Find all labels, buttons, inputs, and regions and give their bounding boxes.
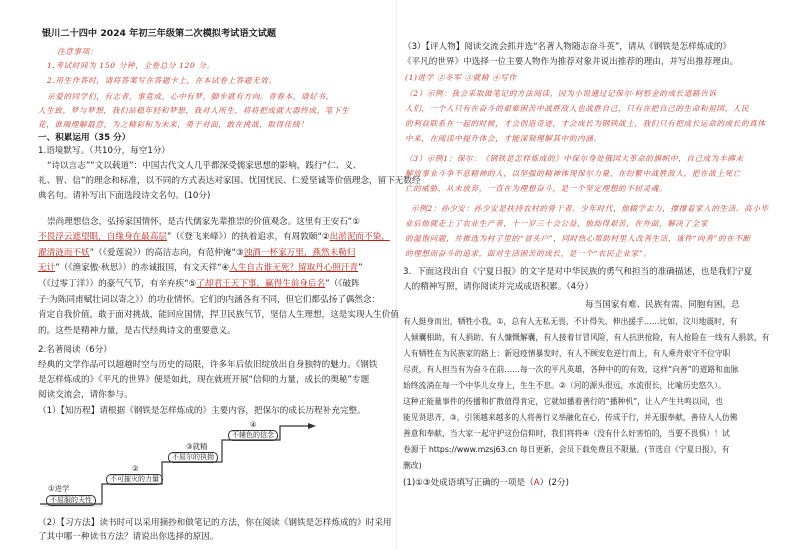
answer-2b: 濯清涟而不妖	[38, 248, 90, 258]
answer-3-ex2-line-4: 的理想而奋斗的追求，面对生活困苦的成长，是一个“农民企业家”。	[405, 249, 652, 258]
passage-line-5: 尽责，有人担当有为奋斗在前……每一次的平凡英雄，各种中的的有效，这样“向善”的道路和血脉	[403, 365, 739, 374]
passage-line-6: 始终流淌在每一个中华儿女身上，生生不息。②（河的源头很远，水流很长，比喻历史悠久）。	[403, 381, 726, 390]
q2-3-prompt-2: 《平凡的世界》中选择一位主要人物作为推荐对象并说出推荐的理由，并写出推荐理由。	[403, 57, 739, 67]
section-1-heading: 一、积累运用（35 分）	[38, 133, 131, 143]
passage-line-1: 每当国家有难、民族有需、同胞有困，总	[585, 300, 740, 310]
answer-5: 了却君王天下事，赢得生前身后名	[196, 279, 326, 289]
passage-line-4: 人有牺牲在为民族家的路上：新冠疫情暴发时，有人不顾安危逆行而上，有人乘舟艰守不位守职	[403, 349, 731, 358]
passage-line-7: 这种正能量事件的传播和扩散值得肯定，它就如播着善行的“播种机”，让人产生共鸣以同，也	[403, 397, 723, 406]
step-2-box: 不可摧灭的力量	[106, 474, 163, 485]
encourage-line-3: 花，谁端理解最意，为之精彩和为未来，勇于对面，敢在挑战，取得佳绩！	[38, 120, 309, 129]
q1-heading: 1.语境默写。（共10分，每空1分）	[38, 146, 171, 156]
q2-2-prompt-2: 了其中哪一种读书方法？请说出你选择的原因。	[38, 532, 219, 542]
step-4-box: 不辅色的信念	[228, 430, 278, 441]
answer-3-ex1-line-2: 解放事业斗争不息精神的人，以坚强的精神体现保尔力量，在纷繁中战胜敌人，把在战上死亡	[405, 169, 741, 178]
encourage-line-2: 人生致，梦与梦想，我们站稳年轻和梦想，我对人所生，将将把成就大器终成，笔下生	[38, 106, 350, 115]
q2-1-prompt: （1）【知历程】请根据《钢铁是怎样炼成的》主要内容，把保尔的成长历程补充完整。	[38, 406, 366, 416]
step-1-box: 不屈服的天性	[46, 495, 96, 506]
passage-line-11: 删改)	[403, 461, 422, 470]
q1-body-3: 濯清涟而不妖”（《爱莲说》）的高洁志向，有范仲淹“③浊酒一杯家万里，燕然未勒归	[38, 248, 356, 258]
q3-intro-1: 3．下面这段出自《宁夏日报》的文字是对中华民族的勇气和担当的准确描述，也是我们宁夏	[403, 267, 753, 277]
q2-intro-3: 阅读交流会，请你参与。	[38, 390, 133, 400]
answer-3-ex2-line-2: 业后他就走上了农业生产者，十一岁三十会公益，他劫得艰苦，在外面，解决了全家	[405, 219, 709, 228]
q3-intro-2: 人的精神写照，请你阅读并完成成语积累。（4分）	[403, 282, 594, 292]
passage-line-9: 善意和奉献，当大家一起守护这份信仰时，我们将将④（没有什么好害怕的，当要不畏惧）！试	[403, 429, 730, 438]
q2-answer-options: (1)进学 ②冬军 ③就精 ④写作	[405, 73, 517, 82]
step-4-label: ④	[250, 420, 257, 429]
q1-intro-2: 礼、智、信”的理念和标准，以不同的方式表达对家国、忧国忧民、仁爱坚诚等价值理念，留下无数经	[38, 176, 421, 186]
q2-intro-1: 经典的文学作品可以超越时空与历史的局限，许多年后依旧绽放出自身独特的魅力。《钢铁	[38, 360, 378, 370]
q2-2-prompt-1: （2）【习方法】读书时可以采用摘抄和做笔记的方法，你在阅读《钢铁是怎样炼成的》时采用	[38, 518, 392, 528]
answer-3-ex1-line-3: 亡的威胁，从未放弃，一直在为理想奋斗，是一个坚定理想的不屈灵魂。	[405, 184, 668, 193]
q1-body-6: 子·为陈同甫赋壮词以寄之》）的功业情怀。它们的内涵各有不同，但它们都弘扬了偶然念：	[38, 295, 381, 305]
answer-3a: 浊酒一杯家万里，燕然未勒归	[243, 248, 356, 258]
answer-4: 人生自古谁无死？留取丹心照汗青	[229, 263, 359, 273]
answer-2a: 出淤泥而不染，	[329, 232, 390, 242]
answer-3-ex1-line-1: （3）示例1：保尔：《钢铁是怎样炼成的》中保尔身处俄国大革命的旗帜中，自己成为丰碑末	[405, 154, 744, 163]
q2-intro-2: 是怎样炼成的》《平凡的世界》便是如此，现在就班开展“信仰的力量，成长的奥秘”专题	[38, 375, 370, 385]
sub-question-answer: A	[533, 478, 540, 488]
step-1-label: ①进学	[48, 484, 70, 493]
q1-body-5: （《过零丁洋》）的豪气气节，有辛弃疾“⑤了却君王天下事，赢得生前身后名”（《破阵	[38, 279, 360, 289]
q1-intro-1: “诗以言志”“文以载道”：中国古代文人几乎都深受儒家思想的影响，践行“仁、义、	[47, 161, 362, 171]
answer-2-line-3: 的利益联系在一起的时候，才会创造奇迹，才会成长为钢铁战士，我们只有把成长运命的成长的真体	[405, 119, 766, 128]
q1-body-1: 崇尚理想信念，弘扬家国情怀，是古代儒家先辈推崇的价值观念。这里有王安石“①	[47, 217, 360, 227]
q2-3-prompt-1: （3）【评人物】阅读交流会抓并选“名著人物随志奋斗英”，请从《钢铁是怎样炼成的》	[403, 42, 732, 52]
answer-2-line-1: （2）示例：我会采取做笔记的方法阅读，因为小说通过记保尔·柯察金的成长道路告诉	[405, 89, 717, 98]
step-3-box: 不屈尔的执拗	[168, 452, 218, 463]
answer-3-ex2-line-1: 示例2：孙少安：孙少安是扶持农村的骨干者。少年时代，他辍学去力，撑撑着家人的生活。高小毕	[411, 204, 769, 213]
notice-line-2: 2.用生作答时，请将答案写在答题卡上，在本试卷上答题无效。	[47, 76, 277, 85]
sub-question-1: (1)①③处成语填写正确的一项是（A）(2分)	[403, 478, 569, 488]
answer-2-line-2: 人们，一个人只有在奋斗的艰难困苦中战胜敌人也战胜自己，只有在把自己的生命和祖国、人民	[405, 104, 750, 113]
step-2-label: ②	[132, 464, 139, 473]
notice-title: 注意事项：	[57, 47, 98, 56]
answer-2-line-4: 中来，在阅读中提升体会，才能深刻理解其中的内涵。	[405, 134, 602, 143]
q1-body-4: 无计”（《渔家傲·秋思》）的赤诚报国，有文天祥“④人生自古谁无死？留取丹心照汗青”	[38, 263, 363, 273]
answer-3b: 无计	[38, 263, 56, 273]
q2-heading: 2.名著阅读（6分）	[38, 345, 112, 355]
notice-line-1: 1.考试时间为 150 分钟，全卷总分 120 分。	[47, 61, 215, 70]
answer-3-ex2-line-3: 的温饱问题，并推选为村子里的“冒头户”，同时热心帮助村里人改善生活，该件“向善”的在不断	[405, 234, 751, 243]
q1-body-8: 的。这些是精神力量，是古代经典诗文的重要意义。	[38, 326, 236, 336]
right-column	[397, 0, 794, 550]
passage-line-8: 能见贤思齐、③，引领越来越多的人将善行义举融化在心，传成于行，并无服奉献，善待人人仿佛	[403, 413, 738, 422]
exam-title: 银川二十四中 2024 年初三年级第二次模拟考试语文试题	[42, 28, 277, 39]
passage-line-10: 卷源于 https://www.mzsj63.cn 每日更新，会员下载免费且不限量。(节选自《宁夏日报》，有	[403, 445, 730, 454]
q1-body-7: 肯定自我价值，敢于面对挑战，能回应国情，捍卫民族气节，坚信人生理想，这是实现人生价值	[38, 310, 399, 320]
passage-line-2: 有人挺身而出，牺牲小我，①，总有人无私无畏，不计得失，伸出援手……比如，汶川地震时，有	[403, 317, 738, 326]
q1-body-2: 不畏浮云遮望眼，自缘身在最高层”（《登飞来峰》）的执着追求，有周敦颐“②出淤泥而不染，	[38, 232, 390, 242]
passage-line-3: 人倾囊相助，有人捐助、有人慷慨解囊，有人接着甘冒风险，有人抗洪抢险，有人抢险在一线有人捐款，有	[403, 333, 770, 342]
encourage-line-1: 亲爱的同学们，有志者，事竟成，心中有梦，脚步就有方向。青春本，请好书，	[47, 92, 334, 101]
answer-1: 不畏浮云遮望眼，自缘身在最高层	[38, 232, 167, 242]
growth-staircase-diagram	[40, 422, 340, 510]
q1-intro-3: 典名句。请补写出下面选段诗文名句。(10分)	[38, 191, 211, 201]
step-3-label: ③就精	[186, 442, 208, 451]
